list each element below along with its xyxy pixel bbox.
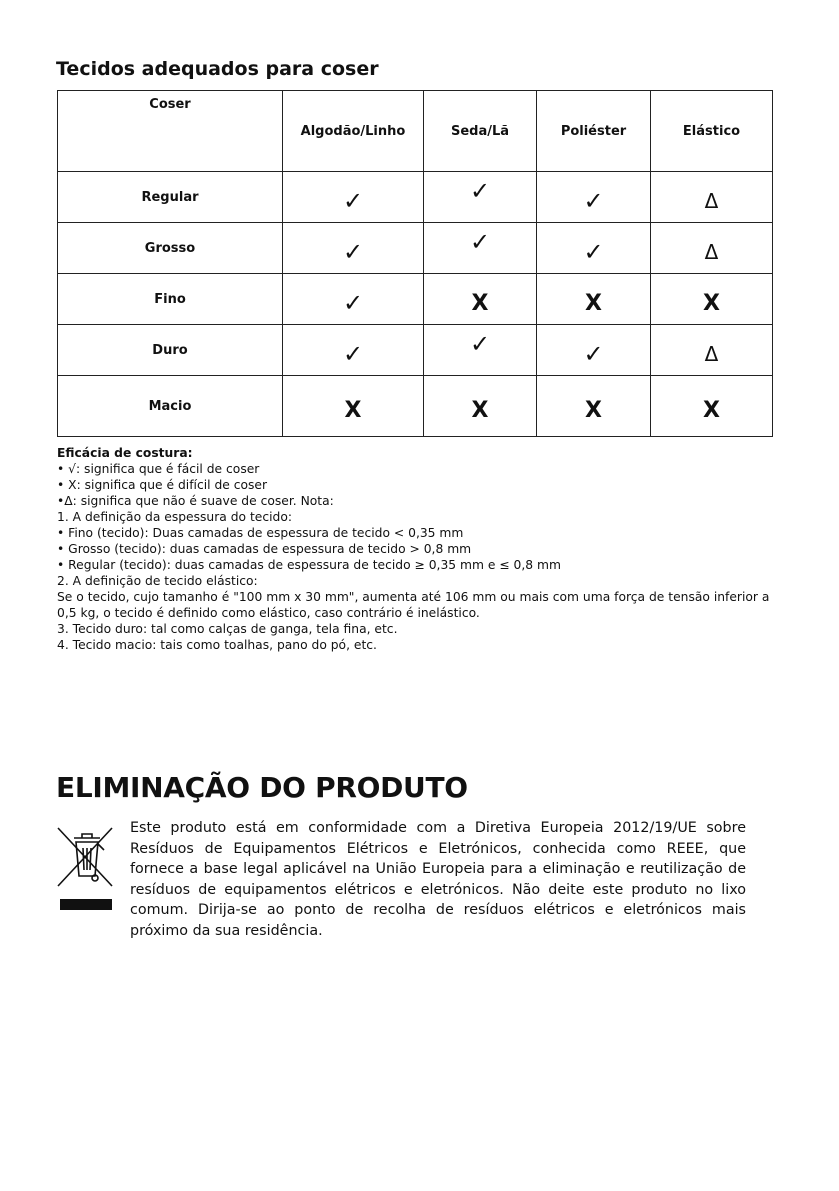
row-label: Macio [58, 376, 283, 437]
table-row [58, 223, 773, 274]
note-line: • √: significa que é fácil de coser [57, 462, 260, 476]
disposal-title: ELIMINAÇÃO DO PRODUTO [56, 771, 468, 804]
table-cell [651, 325, 773, 376]
corner-header: Coser [58, 91, 283, 172]
check-mark-icon: ✓ [342, 238, 364, 266]
table-cell [283, 223, 424, 274]
table-cell [424, 172, 537, 223]
table-cell [537, 172, 651, 223]
table-row [58, 274, 773, 325]
cross-mark-icon: X [344, 397, 362, 423]
table-cell [283, 172, 424, 223]
table-row [58, 172, 773, 223]
disposal-paragraph: Este produto está em conformidade com a Diretiva Europeia 2012/19/UE sobre Resíduos de Equipamentos Elétricos e Eletrónicos, conhecida como REEE, que fornece a base legal aplicável na União Europeia para a eliminação e reutilização de resíduos de equipamentos elétricos e eletrónicos. Não deite este produto no lixo comum. Dirija-se ao ponto de recolha de resíduos elétricos e eletrónicos mais próximo da sua residência. [130, 820, 746, 939]
table-row [58, 376, 773, 437]
column-header: Elástico [651, 91, 773, 172]
cross-mark-icon: X [585, 397, 602, 423]
table-cell [283, 274, 424, 325]
crossed-out-wheelie-bin-icon [56, 824, 116, 918]
note-line: Se o tecido, cujo tamanho é "100 mm x 30 mm", aumenta até 106 mm ou mais com uma força de tensão inferior a 0,5 kg, o tecido é definido como elástico, caso contrário é inelástico. [57, 590, 770, 620]
check-mark-icon: ✓ [583, 238, 604, 266]
fabric-suitability-table [57, 90, 773, 437]
table-cell [651, 274, 773, 325]
table-cell [424, 223, 537, 274]
table-cell [537, 325, 651, 376]
note-line: 3. Tecido duro: tal como calças de ganga, tela fina, etc. [57, 622, 398, 636]
table-cell [537, 223, 651, 274]
table-cell [424, 376, 537, 437]
table-cell [424, 325, 537, 376]
check-mark-icon: ✓ [583, 340, 604, 368]
row-label: Duro [58, 325, 283, 376]
delta-mark-icon: Δ [704, 240, 719, 264]
table-cell [537, 274, 651, 325]
row-label: Grosso [58, 223, 283, 274]
column-header: Algodão/Linho [283, 91, 424, 172]
row-label: Regular [58, 172, 283, 223]
column-header: Seda/Lã [424, 91, 537, 172]
check-mark-icon: ✓ [469, 177, 491, 205]
table-cell [651, 172, 773, 223]
row-label: Fino [58, 274, 283, 325]
table-cell [651, 376, 773, 437]
delta-mark-icon: Δ [704, 342, 719, 366]
table-header-row [58, 91, 773, 172]
sewing-notes [57, 445, 773, 653]
note-line: • Fino (tecido): Duas camadas de espessura de tecido < 0,35 mm [57, 526, 464, 540]
table-cell [424, 274, 537, 325]
check-mark-icon: ✓ [342, 289, 364, 317]
delta-mark-icon: Δ [704, 189, 719, 213]
table-cell [283, 376, 424, 437]
note-line: 4. Tecido macio: tais como toalhas, pano do pó, etc. [57, 638, 377, 652]
note-line: • Grosso (tecido): duas camadas de espessura de tecido > 0,8 mm [57, 542, 472, 556]
table-cell [283, 325, 424, 376]
check-mark-icon: ✓ [583, 187, 604, 215]
cross-mark-icon: X [471, 290, 489, 316]
note-line: • Regular (tecido): duas camadas de espessura de tecido ≥ 0,35 mm e ≤ 0,8 mm [57, 558, 561, 572]
check-mark-icon: ✓ [342, 340, 364, 368]
section-title: Tecidos adequados para coser [56, 58, 379, 80]
check-mark-icon: ✓ [469, 228, 491, 256]
table-cell [537, 376, 651, 437]
cross-mark-icon: X [703, 397, 720, 423]
note-line: 1. A definição da espessura do tecido: [57, 510, 292, 524]
check-mark-icon: ✓ [469, 330, 491, 358]
cross-mark-icon: X [585, 290, 602, 316]
note-line: •Δ: significa que não é suave de coser. Nota: [57, 494, 334, 508]
table-cell [651, 223, 773, 274]
notes-heading: Eficácia de costura: [57, 446, 193, 460]
note-line: • X: significa que é difícil de coser [57, 478, 268, 492]
check-mark-icon: ✓ [342, 187, 364, 215]
cross-mark-icon: X [471, 397, 489, 423]
table-row [58, 325, 773, 376]
column-header: Poliéster [537, 91, 651, 172]
cross-mark-icon: X [703, 290, 720, 316]
note-line: 2. A definição de tecido elástico: [57, 574, 258, 588]
